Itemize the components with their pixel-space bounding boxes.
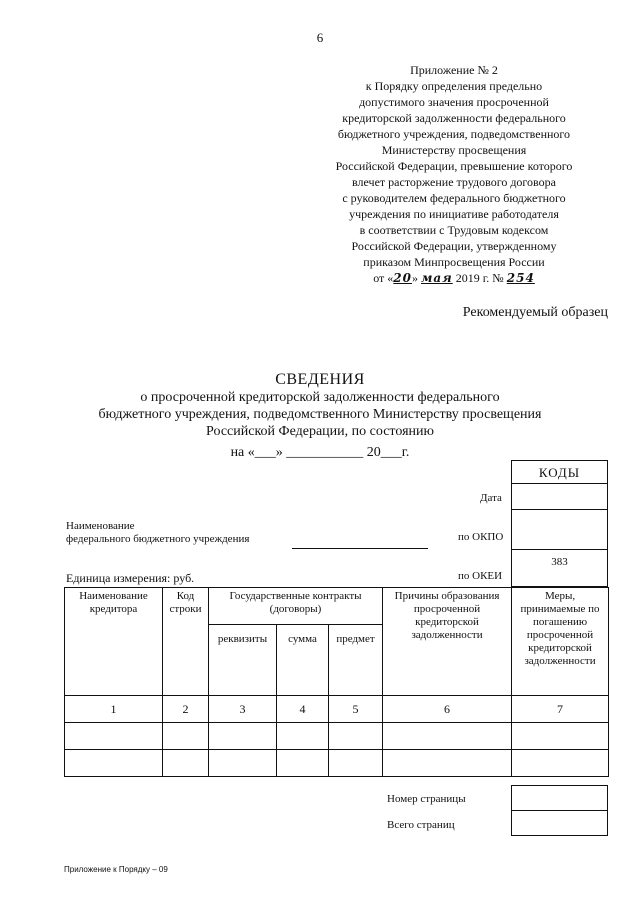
- total-pages-label: Всего страниц: [387, 819, 455, 831]
- column-number: 5: [329, 696, 383, 723]
- appendix-line: Министерству просвещения: [381, 143, 527, 157]
- appendix-line: Российской Федерации, превышение которого: [335, 159, 573, 173]
- institution-name-label: [66, 520, 249, 546]
- order-reference: [296, 270, 612, 286]
- appendix-line: учреждения по инициативе работодателя: [349, 207, 559, 221]
- footer-note: Приложение к Порядку – 09: [64, 865, 168, 874]
- as-of-date: на «___» ___________ 20___г.: [230, 445, 410, 460]
- page-number-field[interactable]: [511, 785, 608, 811]
- header-reasons: Причины образования просроченной кредиторской задолженности: [383, 588, 512, 696]
- table-cell[interactable]: [277, 750, 329, 777]
- okpo-label: по ОКПО: [458, 531, 504, 543]
- table-cell[interactable]: [65, 723, 163, 750]
- unit-label: Единица измерения: руб.: [66, 571, 195, 585]
- header-creditor: Наименование кредитора: [65, 588, 163, 696]
- appendix-line: к Порядку определения предельно: [365, 79, 543, 93]
- total-pages-field[interactable]: [511, 810, 608, 836]
- order-year: 2019 г. №: [452, 271, 507, 285]
- date-code-field[interactable]: [511, 483, 608, 510]
- order-month: мая: [420, 271, 453, 285]
- header-contracts: Государственные контракты (договоры): [209, 588, 383, 625]
- subtitle-line: о просроченной кредиторской задолженности федерального: [140, 390, 500, 405]
- column-number: 4: [277, 696, 329, 723]
- table-cell[interactable]: [65, 750, 163, 777]
- page-number: 6: [316, 30, 324, 45]
- table-cell[interactable]: [512, 750, 609, 777]
- debt-table: [64, 587, 609, 777]
- okei-code-field[interactable]: 383: [511, 549, 608, 587]
- okei-label: по ОКЕИ: [458, 570, 503, 582]
- column-number: 6: [383, 696, 512, 723]
- column-number: 1: [65, 696, 163, 723]
- appendix-line: с руководителем федерального бюджетного: [342, 191, 566, 205]
- table-row: [65, 723, 609, 750]
- table-cell[interactable]: [209, 750, 277, 777]
- column-number: 7: [512, 696, 609, 723]
- document-subtitle: [40, 389, 600, 440]
- codes-header: КОДЫ: [511, 460, 608, 484]
- subtitle-line: Российской Федерации, по состоянию: [206, 424, 434, 439]
- okpo-code-field[interactable]: [511, 509, 608, 550]
- table-cell[interactable]: [512, 723, 609, 750]
- recommended-sample-label: Рекомендуемый образец: [462, 305, 608, 320]
- appendix-line: Приложение № 2: [410, 63, 498, 77]
- table-cell[interactable]: [329, 750, 383, 777]
- institution-name-label-line: федерального бюджетного учреждения: [66, 533, 250, 545]
- table-cell[interactable]: [383, 750, 512, 777]
- appendix-line: Российской Федерации, утвержденному: [351, 239, 557, 253]
- appendix-line: влечет расторжение трудового договора: [352, 175, 556, 189]
- document-title: СВЕДЕНИЯ: [275, 371, 365, 388]
- order-prefix: от «: [373, 271, 394, 285]
- header-measures: Меры, принимаемые по погашению просроченной кредиторской задолженности: [512, 588, 609, 696]
- column-number: 3: [209, 696, 277, 723]
- table-cell[interactable]: [163, 723, 209, 750]
- table-cell[interactable]: [277, 723, 329, 750]
- column-number: 2: [163, 696, 209, 723]
- column-number-row: [65, 696, 609, 723]
- table-cell[interactable]: [209, 723, 277, 750]
- header-row-code: Код строки: [163, 588, 209, 696]
- page-number-label: Номер страницы: [387, 793, 466, 805]
- appendix-line: бюджетного учреждения, подведомственного: [337, 127, 571, 141]
- institution-name-label-line: Наименование: [66, 520, 135, 532]
- appendix-header: [296, 62, 612, 286]
- date-label: Дата: [480, 492, 502, 504]
- appendix-line: кредиторской задолженности федерального: [342, 111, 566, 125]
- institution-name-field[interactable]: [292, 548, 428, 549]
- order-number: 254: [506, 271, 535, 285]
- header-details: реквизиты: [209, 625, 277, 696]
- appendix-line: в соответствии с Трудовым кодексом: [359, 223, 549, 237]
- order-mid: »: [411, 271, 421, 285]
- table-cell[interactable]: [329, 723, 383, 750]
- subtitle-line: бюджетного учреждения, подведомственного Министерству просвещения: [98, 407, 542, 422]
- table-cell[interactable]: [163, 750, 209, 777]
- header-amount: сумма: [277, 625, 329, 696]
- table-cell[interactable]: [383, 723, 512, 750]
- order-day: 20: [393, 271, 412, 285]
- table-row: [65, 750, 609, 777]
- appendix-line: приказом Минпросвещения России: [363, 255, 545, 269]
- appendix-line: допустимого значения просроченной: [359, 95, 549, 109]
- header-subject: предмет: [329, 625, 383, 696]
